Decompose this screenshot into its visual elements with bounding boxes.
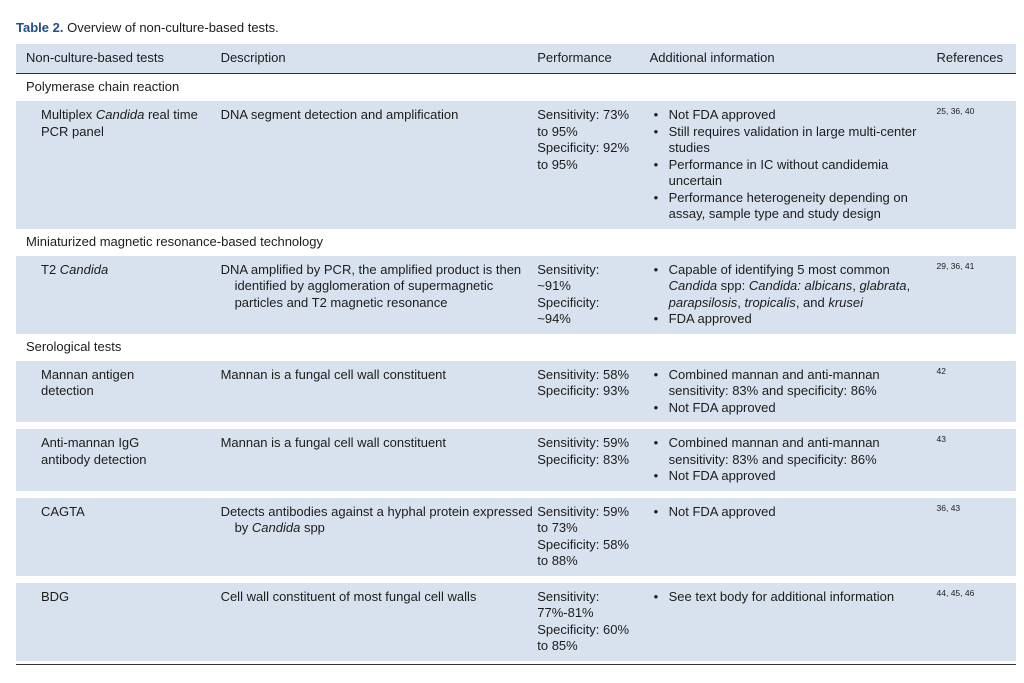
section-row — [16, 229, 1016, 256]
cell-additional-info — [650, 429, 937, 491]
cell-additional-info — [650, 361, 937, 423]
info-list — [650, 589, 937, 606]
section-row — [16, 334, 1016, 361]
cell-test: CAGTA — [16, 498, 221, 576]
cell-references: 25, 36, 40 — [937, 101, 1016, 229]
cell-test: Anti-mannan IgG antibody detection — [16, 429, 221, 491]
header-row — [16, 44, 1016, 74]
table-row — [16, 583, 1016, 661]
section-title: Polymerase chain reaction — [16, 74, 1016, 102]
table-caption-label: Table 2. — [16, 20, 64, 35]
cell-references: 43 — [937, 429, 1016, 491]
cell-description — [221, 429, 538, 491]
cell-additional-info — [650, 498, 937, 576]
info-list — [650, 107, 937, 223]
cell-performance: Sensitivity: ~91% Specificity: ~94% — [537, 256, 649, 334]
description-text: Cell wall constituent of most fungal cell walls — [220, 588, 477, 604]
section-title: Miniaturized magnetic resonance-based technology — [16, 229, 1016, 256]
table-row — [16, 101, 1016, 229]
cell-additional-info — [650, 101, 937, 229]
table-row — [16, 429, 1016, 491]
info-list — [650, 435, 937, 485]
cell-references: 44, 45, 46 — [937, 583, 1016, 661]
cell-performance: Sensitivity: 73% to 95% Specificity: 92% to 95% — [537, 101, 649, 229]
description-text: Mannan is a fungal cell wall constituent — [220, 435, 447, 450]
cell-test: Multiplex Candida real time PCR panel — [16, 101, 221, 229]
description-text: Mannan is a fungal cell wall constituent — [220, 366, 447, 382]
cell-additional-info — [650, 583, 937, 661]
row-gap — [16, 576, 1016, 583]
section-row — [16, 74, 1016, 102]
table-row — [16, 361, 1016, 423]
info-bullet: • Performance in IC without candidemia uncertain — [650, 157, 937, 190]
tests-table — [16, 44, 1016, 661]
table-body — [16, 74, 1016, 661]
cell-test: Mannan antigen detection — [16, 361, 221, 423]
info-bullet: • Combined mannan and anti-mannan sensitivity: 83% and specificity: 86% — [650, 435, 937, 468]
info-bullet: • Not FDA approved — [650, 468, 937, 485]
info-bullet: • FDA approved — [650, 311, 937, 328]
info-bullet: • Not FDA approved — [650, 504, 937, 521]
cell-description — [221, 361, 538, 423]
header-performance: Performance — [537, 44, 649, 74]
cell-references: 36, 43 — [937, 498, 1016, 576]
info-bullet: • Combined mannan and anti-mannan sensitivity: 83% and specificity: 86% — [650, 367, 937, 400]
cell-references: 29, 36, 41 — [937, 256, 1016, 334]
table-row — [16, 498, 1016, 576]
table-caption-text: Overview of non-culture-based tests. — [67, 20, 279, 35]
header-tests: Non-culture-based tests — [16, 44, 221, 74]
cell-references: 42 — [937, 361, 1016, 423]
cell-performance: Sensitivity: 58% Specificity: 93% — [537, 361, 649, 423]
table-row — [16, 256, 1016, 334]
cell-performance: Sensitivity: 77%-81% Specificity: 60% to 85% — [537, 583, 649, 661]
cell-description — [221, 101, 538, 229]
cell-description — [221, 498, 538, 576]
cell-performance: Sensitivity: 59% Specificity: 83% — [537, 429, 649, 491]
header-additional-info: Additional information — [650, 44, 937, 74]
table-bottom-rule — [16, 664, 1016, 665]
section-title: Serological tests — [16, 334, 1016, 361]
header-description: Description — [221, 44, 538, 74]
row-gap — [16, 491, 1016, 498]
info-bullet: • Still requires validation in large multi-center studies — [650, 124, 937, 157]
cell-additional-info — [650, 256, 937, 334]
description-text: DNA amplified by PCR, the amplified product is then identified by agglomeration of supermagnetic particles and T2 magnetic resonance — [220, 261, 522, 310]
info-list — [650, 262, 937, 328]
table-caption — [16, 20, 279, 35]
row-gap — [16, 422, 1016, 429]
description-text: Detects antibodies against a hyphal protein expressed by Candida spp — [220, 503, 533, 535]
header-references: References — [937, 44, 1016, 74]
info-bullet: • Capable of identifying 5 most common Candida spp: Candida: albicans, glabrata, parapsilosis, tropicalis, and krusei — [650, 262, 937, 312]
info-bullet: • Performance heterogeneity depending on assay, sample type and study design — [650, 190, 937, 223]
info-bullet: • Not FDA approved — [650, 400, 937, 417]
description-text: DNA segment detection and amplification — [220, 107, 459, 122]
cell-performance: Sensitivity: 59% to 73% Specificity: 58% to 88% — [537, 498, 649, 576]
cell-description — [221, 256, 538, 334]
cell-description — [221, 583, 538, 661]
cell-test: BDG — [16, 583, 221, 661]
info-list — [650, 504, 937, 521]
cell-test: T2 Candida — [16, 256, 221, 334]
info-bullet: • See text body for additional information — [650, 589, 937, 606]
info-bullet: • Not FDA approved — [650, 107, 937, 124]
info-list — [650, 367, 937, 417]
